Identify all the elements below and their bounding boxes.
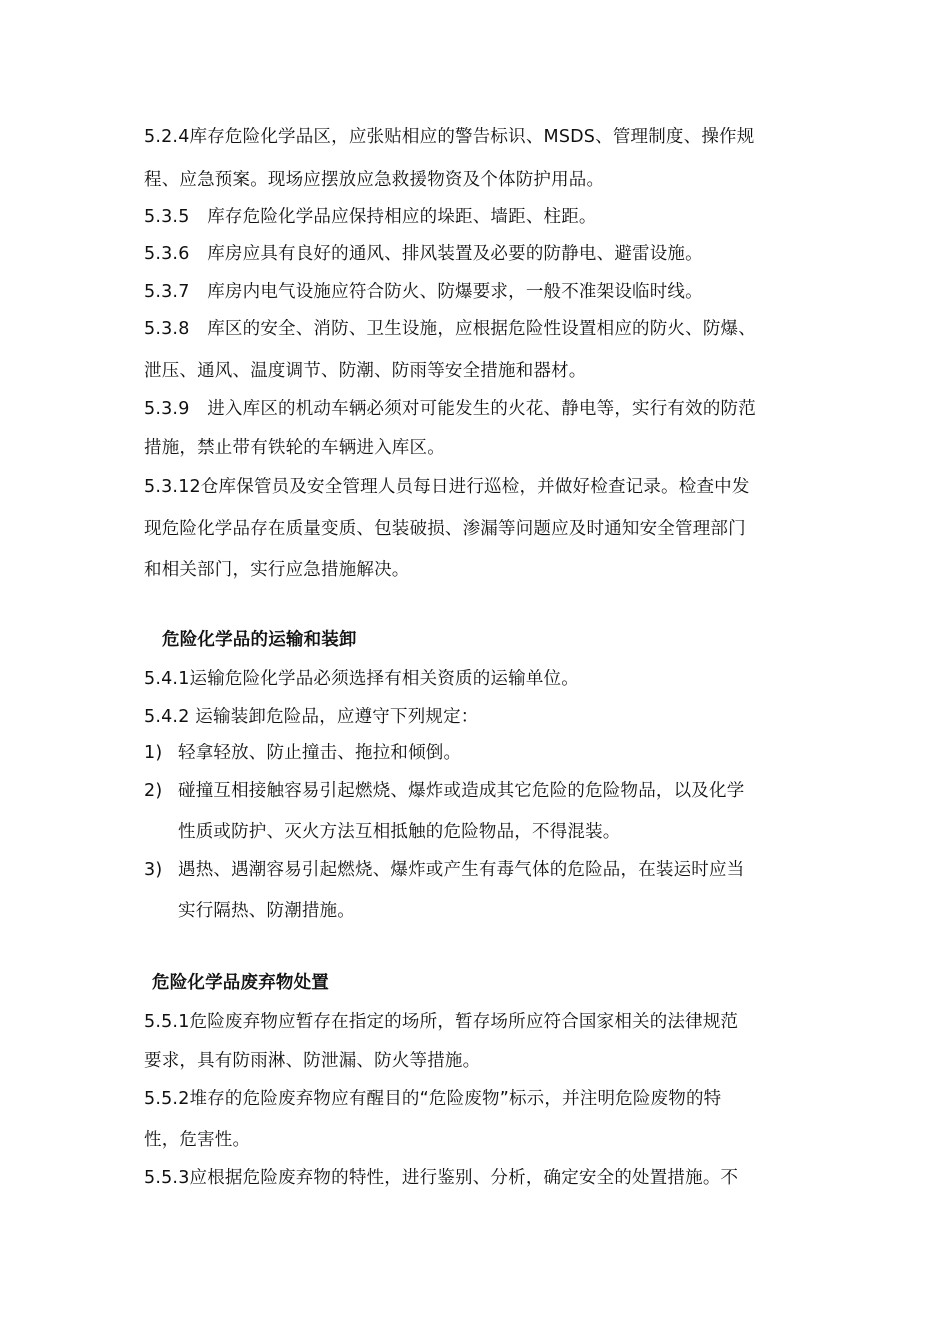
paragraph-line: 5.5.1危险废弃物应暂存在指定的场所，暂存场所应符合国家相关的法律规范 [144, 1012, 739, 1032]
paragraph-line: 5.4.1运输危险化学品必须选择有相关资质的运输单位。 [144, 669, 579, 689]
paragraph-line: 5.3.6 库房应具有良好的通风、排风装置及必要的防静电、避雷设施。 [144, 244, 703, 264]
paragraph-line: 措施，禁止带有铁轮的车辆进入库区。 [144, 438, 445, 458]
list-text: 碰撞互相接触容易引起燃烧、爆炸或造成其它危险的危险物品，以及化学 [178, 781, 745, 801]
paragraph-line: 5.3.5 库存危险化学品应保持相应的垛距、墙距、柱距。 [144, 207, 597, 227]
paragraph-line: 5.5.2堆存的危险废弃物应有醒目的“危险废物”标示，并注明危险废物的特 [144, 1089, 722, 1109]
list-item-continuation: 实行隔热、防潮措施。 [178, 901, 355, 921]
paragraph-line: 性，危害性。 [144, 1130, 251, 1150]
paragraph-line: 5.3.12仓库保管员及安全管理人员每日进行巡检，并做好检查记录。检查中发 [144, 477, 750, 497]
list-item-continuation: 性质或防护、灭火方法互相抵触的危险物品，不得混装。 [178, 822, 621, 842]
list-number: 3) [144, 860, 163, 880]
paragraph-line: 5.5.3应根据危险废弃物的特性，进行鉴别、分析，确定安全的处置措施。不 [144, 1168, 739, 1188]
paragraph-line: 和相关部门，实行应急措施解决。 [144, 560, 410, 580]
list-item [144, 858, 744, 882]
paragraph-line: 现危险化学品存在质量变质、包装破损、渗漏等问题应及时通知安全管理部门 [144, 519, 746, 539]
list-number: 1) [144, 743, 163, 763]
paragraph-line: 泄压、通风、温度调节、防潮、防雨等安全措施和器材。 [144, 361, 587, 381]
list-number: 2) [144, 781, 163, 801]
paragraph-line: 5.2.4库存危险化学品区，应张贴相应的警告标识、MSDS、管理制度、操作规 [144, 127, 755, 147]
list-item [144, 741, 461, 765]
paragraph-line: 5.3.7 库房内电气设施应符合防火、防爆要求，一般不准架设临时线。 [144, 282, 703, 302]
section-heading-waste: 危险化学品废弃物处置 [152, 973, 329, 993]
list-text: 轻拿轻放、防止撞击、拖拉和倾倒。 [178, 743, 462, 763]
list-text: 遇热、遇潮容易引起燃烧、爆炸或产生有毒气体的危险品，在装运时应当 [178, 860, 745, 880]
paragraph-line: 5.4.2 运输装卸危险品，应遵守下列规定： [144, 707, 479, 727]
section-heading-transport: 危险化学品的运输和装卸 [162, 630, 357, 650]
list-item [144, 779, 744, 803]
paragraph-line: 5.3.8 库区的安全、消防、卫生设施，应根据危险性设置相应的防火、防爆、 [144, 319, 756, 339]
paragraph-line: 要求，具有防雨淋、防泄漏、防火等措施。 [144, 1051, 481, 1071]
paragraph-line: 5.3.9 进入库区的机动车辆必须对可能发生的火花、静电等，实行有效的防范 [144, 399, 756, 419]
paragraph-line: 程、应急预案。现场应摆放应急救援物资及个体防护用品。 [144, 170, 605, 190]
